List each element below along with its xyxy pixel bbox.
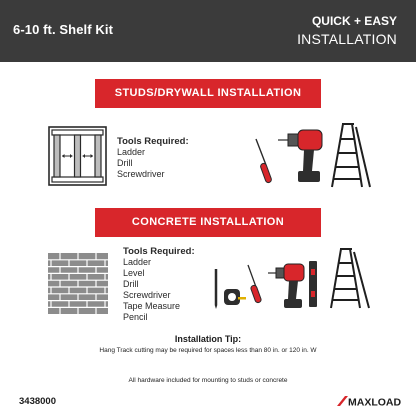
tape-measure-icon <box>224 289 246 305</box>
brand-logo <box>336 394 404 408</box>
tool-item: Screwdriver <box>117 169 165 179</box>
tip-text: Hang Track cutting may be required for spaces less than 80 in. or 120 in. W <box>99 347 317 354</box>
kit-title: 6-10 ft. Shelf Kit <box>13 22 114 37</box>
drill-icon <box>278 130 322 182</box>
tool-item: Level <box>123 268 145 278</box>
pencil-icon <box>215 269 218 309</box>
badge-line-2: INSTALLATION <box>297 31 397 47</box>
tool-item: Screwdriver <box>123 290 171 300</box>
studs-tools-heading: Tools Required: <box>117 136 189 147</box>
brick-wall-icon <box>48 253 108 314</box>
studs-banner: STUDS/DRYWALL INSTALLATION <box>95 79 321 108</box>
tip-title: Installation Tip: <box>174 334 242 344</box>
tool-item: Tape Measure <box>123 301 181 311</box>
tool-item: Pencil <box>123 312 148 322</box>
drill-icon <box>268 264 304 308</box>
level-icon <box>309 261 317 307</box>
brand-logo-text: MAXLOAD <box>348 396 402 408</box>
wall-studs-icon <box>48 126 107 186</box>
concrete-banner: CONCRETE INSTALLATION <box>95 208 321 237</box>
concrete-tools-list <box>123 246 195 323</box>
header-band <box>0 0 416 62</box>
badge-line-1: QUICK + EASY <box>311 14 397 28</box>
concrete-tools-heading: Tools Required: <box>123 246 195 257</box>
tool-item: Drill <box>117 158 133 168</box>
footer-note: All hardware included for mounting to studs or concrete <box>128 377 288 384</box>
screwdriver-icon <box>256 139 272 183</box>
studs-tools-illustration <box>248 121 373 189</box>
ladder-icon <box>332 124 370 187</box>
tool-item: Ladder <box>123 257 152 267</box>
sku-number: 3438000 <box>19 396 56 407</box>
tool-item: Ladder <box>117 147 146 157</box>
tool-item: Drill <box>123 279 139 289</box>
studs-tools-list <box>117 136 189 180</box>
concrete-tools-illustration <box>212 247 372 309</box>
screwdriver-icon <box>248 265 262 303</box>
ladder-icon <box>331 249 369 308</box>
